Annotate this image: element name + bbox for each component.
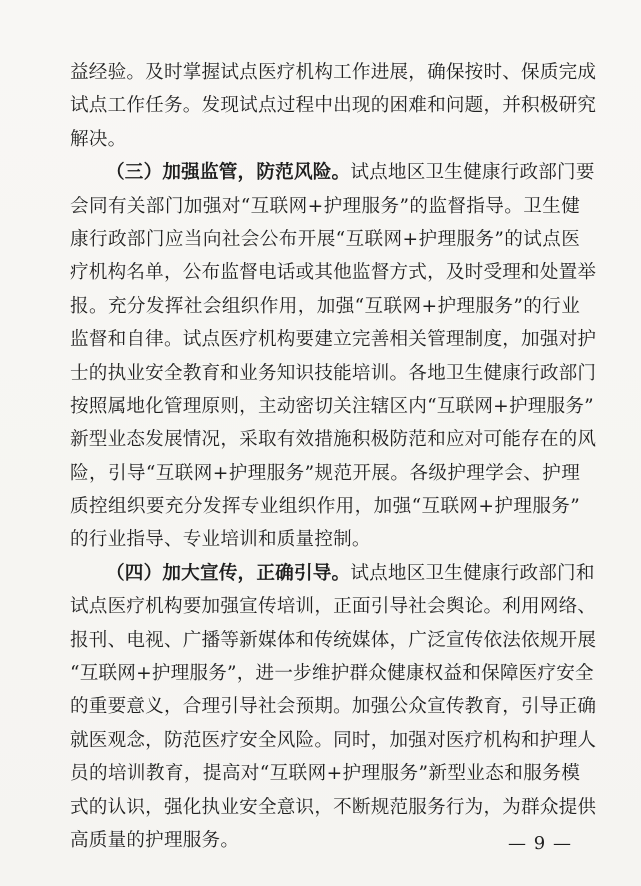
text-line: 康行政部门应当向社会公布开展“互联网+护理服务”的试点医: [70, 228, 580, 250]
text-line: 监督和自律。试点医疗机构要建立完善相关管理制度，加强对护: [70, 329, 597, 351]
text-line: 险，引导“互联网+护理服务”规范开展。各级护理学会、护理: [70, 462, 580, 484]
text-line: 试点工作任务。发现试点过程中出现的困难和问题，并积极研究: [70, 95, 597, 117]
section-heading: （三）加强监管，防范风险。: [106, 162, 351, 184]
text-line: 报。充分发挥社会组织作用，加强“互联网+护理服务”的行业: [70, 295, 580, 317]
section-heading-line: [70, 156, 595, 189]
text-line: 试点地区卫生健康行政部门和: [350, 562, 595, 584]
text-line: 新型业态发展情况，采取有效措施积极防范和应对可能存在的风: [70, 429, 597, 451]
text-line: 疗机构名单，公布监督电话或其他监督方式，及时受理和处置举: [70, 262, 597, 284]
text-line: 按照属地化管理原则，主动密切关注辖区内“互联网+护理服务”: [70, 395, 594, 417]
text-line: 高质量的护理服务。: [70, 829, 240, 851]
text-line: 式的认识，强化执业安全意识，不断规范服务行为，为群众提供: [70, 796, 597, 818]
text-line: 的行业指导、专业培训和质量控制。: [70, 529, 371, 551]
text-line: 士的执业安全教育和业务知识技能培训。各地卫生健康行政部门: [70, 362, 597, 384]
text-line: “互联网+护理服务”，进一步维护群众健康权益和保障医疗安全: [70, 663, 594, 685]
text-line: 的重要意义，合理引导社会预期。加强公众宣传教育，引导正确: [70, 696, 597, 718]
document-body: [70, 56, 597, 857]
text-line: 就医观念，防范医疗安全风险。同时，加强对医疗机构和护理人: [70, 729, 597, 751]
section-heading-line: [70, 557, 595, 590]
text-line: 会同有关部门加强对“互联网+护理服务”的监督指导。卫生健: [70, 195, 580, 217]
text-line: 员的培训教育，提高对“互联网+护理服务”新型业态和服务模: [70, 763, 580, 785]
section-heading: （四）加大宣传，正确引导。: [106, 562, 351, 584]
text-line: 报刊、电视、广播等新媒体和传统媒体，广泛宣传依法依规开展: [70, 629, 597, 651]
text-line: 试点医疗机构要加强宣传培训，正面引导社会舆论。利用网络、: [70, 596, 597, 618]
text-line: 益经验。及时掌握试点医疗机构工作进展，确保按时、保质完成: [70, 62, 597, 83]
page-number: — 9 —: [508, 833, 572, 854]
text-line: 解决。: [70, 128, 127, 150]
text-line: 试点地区卫生健康行政部门要: [350, 162, 595, 184]
text-line: 质控组织要充分发挥专业组织作用，加强“互联网+护理服务”: [70, 496, 580, 518]
